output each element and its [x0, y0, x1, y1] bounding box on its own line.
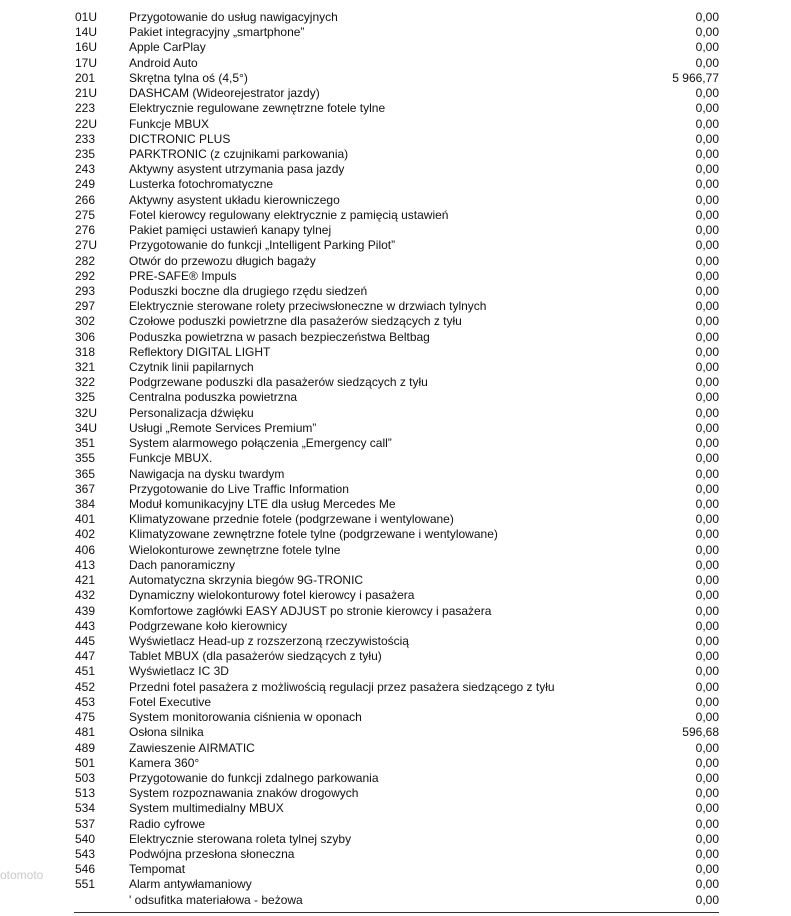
- option-price: 0,00: [695, 192, 719, 207]
- option-price: 0,00: [695, 86, 719, 101]
- option-price: 0,00: [695, 390, 719, 405]
- list-item: [0, 71, 791, 86]
- option-price: 0,00: [695, 238, 719, 253]
- option-price: 0,00: [695, 481, 719, 496]
- option-price: 0,00: [695, 207, 719, 222]
- list-item: [0, 375, 791, 390]
- option-price: 0,00: [695, 420, 719, 435]
- list-item: [0, 269, 791, 284]
- option-code: 22U: [75, 116, 98, 131]
- list-item: [0, 512, 791, 527]
- list-item: [0, 771, 791, 786]
- list-item: [0, 573, 791, 588]
- option-description: Klimatyzowane przednie fotele (podgrzewane i wentylowane): [129, 512, 454, 527]
- option-description: Moduł komunikacyjny LTE dla usług Mercedes Me: [129, 497, 396, 511]
- option-price: 0,00: [695, 588, 719, 603]
- option-code: 501: [75, 755, 96, 770]
- list-item: [0, 25, 791, 40]
- option-code: 282: [75, 253, 96, 268]
- option-price: 0,00: [695, 497, 719, 511]
- option-code: 543: [75, 847, 96, 862]
- option-price: 596,68: [682, 725, 719, 740]
- list-item: [0, 893, 791, 908]
- list-item: [0, 193, 791, 208]
- option-price: 0,00: [695, 892, 719, 907]
- option-code: 503: [75, 770, 96, 785]
- option-price: 0,00: [695, 847, 719, 862]
- option-description: System rozpoznawania znaków drogowych: [129, 786, 359, 801]
- list-item: [0, 345, 791, 360]
- option-description: Alarm antywłamaniowy: [129, 877, 252, 892]
- option-description: Dynamiczny wielokonturowy fotel kierowcy i pasażera: [129, 588, 415, 603]
- list-item: [0, 421, 791, 436]
- option-code: 01U: [75, 10, 98, 24]
- options-list: [0, 10, 791, 908]
- option-description: Funkcje MBUX: [129, 116, 210, 131]
- option-code: 540: [75, 831, 96, 846]
- option-code: 452: [75, 679, 96, 694]
- option-price: 0,00: [695, 831, 719, 846]
- option-price: 0,00: [695, 740, 719, 755]
- option-code: 355: [75, 451, 96, 466]
- option-price: 0,00: [695, 314, 719, 329]
- list-item: [0, 314, 791, 329]
- option-code: 445: [75, 633, 96, 648]
- list-item: [0, 497, 791, 512]
- option-code: 406: [75, 542, 96, 557]
- option-code: 534: [75, 801, 96, 816]
- option-price: 0,00: [695, 527, 719, 542]
- option-price: 0,00: [695, 542, 719, 557]
- option-description: Poduszka powietrzna w pasach bezpieczeństwa Beltbag: [129, 329, 430, 344]
- list-item: [0, 710, 791, 725]
- option-description: Nawigacja na dysku twardym: [129, 466, 285, 481]
- option-code: 439: [75, 603, 96, 618]
- option-price: 0,00: [695, 573, 719, 588]
- list-item: [0, 406, 791, 421]
- option-code: 413: [75, 557, 96, 572]
- option-code: 201: [75, 70, 96, 85]
- option-description: Przygotowanie do Live Traffic Information: [129, 481, 349, 496]
- list-item: [0, 619, 791, 634]
- option-description: Aktywny asystent układu kierowniczego: [129, 192, 340, 207]
- option-price: 0,00: [695, 55, 719, 70]
- option-description: PARKTRONIC (z czujnikami parkowania): [129, 146, 349, 161]
- list-item: [0, 649, 791, 664]
- option-description: Zawieszenie AIRMATIC: [129, 740, 255, 755]
- option-price: 0,00: [695, 466, 719, 481]
- option-code: 275: [75, 207, 96, 222]
- option-code: 443: [75, 618, 96, 633]
- list-item: [0, 117, 791, 132]
- list-item: [0, 543, 791, 558]
- option-description: Funkcje MBUX.: [129, 451, 213, 466]
- option-description: Komfortowe zagłówki EASY ADJUST po stronie kierowcy i pasażera: [129, 603, 492, 618]
- list-item: [0, 284, 791, 299]
- option-description: Radio cyfrowe: [129, 816, 206, 831]
- option-price: 0,00: [695, 679, 719, 694]
- option-code: 233: [75, 131, 96, 146]
- option-description: Elektrycznie sterowane rolety przeciwsłoneczne w drzwiach tylnych: [129, 299, 487, 314]
- option-description: Przygotowanie do funkcji „Intelligent Parking Pilot”: [129, 238, 396, 253]
- list-item: [0, 101, 791, 116]
- option-code: 451: [75, 664, 96, 679]
- option-price: 0,00: [695, 25, 719, 40]
- option-description: Dach panoramiczny: [129, 557, 236, 572]
- option-code: 513: [75, 786, 96, 801]
- option-price: 0,00: [695, 801, 719, 816]
- option-price: 0,00: [695, 223, 719, 238]
- option-code: 27U: [75, 238, 98, 253]
- option-description: Otwór do przewozu długich bagaży: [129, 253, 316, 268]
- list-item: [0, 360, 791, 375]
- option-description: Przedni fotel pasażera z możliwością regulacji przez pasażera siedzącego z tyłu: [129, 679, 555, 694]
- option-price: 0,00: [695, 649, 719, 664]
- option-description: Tablet MBUX (dla pasażerów siedzących z tyłu): [129, 649, 382, 664]
- list-item: [0, 741, 791, 756]
- option-description: System alarmowego połączenia „Emergency call”: [129, 436, 392, 451]
- option-price: 0,00: [695, 146, 719, 161]
- option-description: System multimedialny MBUX: [129, 801, 284, 816]
- option-description: Lusterka fotochromatyczne: [129, 177, 274, 192]
- list-item: [0, 330, 791, 345]
- list-item: [0, 436, 791, 451]
- option-description: Wyświetlacz Head-up z rozszerzoną rzeczywistością: [129, 633, 409, 648]
- option-price: 0,00: [695, 177, 719, 192]
- list-item: [0, 588, 791, 603]
- list-item: [0, 817, 791, 832]
- option-description: Wyświetlacz IC 3D: [129, 664, 229, 679]
- option-description: Pakiet pamięci ustawień kanapy tylnej: [129, 223, 332, 238]
- option-price: 0,00: [695, 755, 719, 770]
- option-description: Czytnik linii papilarnych: [129, 360, 254, 375]
- option-code: 551: [75, 877, 96, 892]
- option-code: 402: [75, 527, 96, 542]
- option-price: 0,00: [695, 512, 719, 527]
- option-code: 365: [75, 466, 96, 481]
- option-description: Fotel Executive: [129, 694, 212, 709]
- list-item: [0, 862, 791, 877]
- option-code: 276: [75, 223, 96, 238]
- option-price: 0,00: [695, 283, 719, 298]
- option-price: 5 966,77: [672, 70, 719, 85]
- option-description: Elektrycznie regulowane zewnętrzne fotele tylne: [129, 101, 386, 116]
- option-code: 17U: [75, 55, 98, 70]
- option-description: Poduszki boczne dla drugiego rzędu siedzeń: [129, 283, 368, 298]
- option-code: 475: [75, 710, 96, 725]
- option-code: 292: [75, 268, 96, 283]
- option-price: 0,00: [695, 10, 719, 24]
- option-description: Pakiet integracyjny „smartphone”: [129, 25, 305, 40]
- option-code: 447: [75, 649, 96, 664]
- option-price: 0,00: [695, 694, 719, 709]
- list-item: [0, 604, 791, 619]
- option-code: 297: [75, 299, 96, 314]
- option-description: Android Auto: [129, 55, 198, 70]
- list-item: [0, 634, 791, 649]
- option-description: Podgrzewane koło kierownicy: [129, 618, 288, 633]
- list-item: [0, 847, 791, 862]
- option-price: 0,00: [695, 40, 719, 55]
- option-code: 34U: [75, 420, 98, 435]
- option-description: Przygotowanie do usług nawigacyjnych: [129, 10, 338, 24]
- option-description: Personalizacja dźwięku: [129, 405, 254, 420]
- option-code: 481: [75, 725, 96, 740]
- option-description: System monitorowania ciśnienia w oponach: [129, 710, 362, 725]
- option-price: 0,00: [695, 816, 719, 831]
- option-price: 0,00: [695, 451, 719, 466]
- option-price: 0,00: [695, 162, 719, 177]
- option-price: 0,00: [695, 770, 719, 785]
- option-price: 0,00: [695, 116, 719, 131]
- option-description: ' odsufitka materiałowa - beżowa: [129, 892, 303, 907]
- option-description: Czołowe poduszki powietrzne dla pasażerów siedzących z tyłu: [129, 314, 462, 329]
- list-item: [0, 877, 791, 892]
- option-description: Reflektory DIGITAL LIGHT: [129, 344, 271, 359]
- option-description: Skrętna tylna oś (4,5°): [129, 70, 248, 85]
- option-code: 16U: [75, 40, 98, 55]
- option-description: DICTRONIC PLUS: [129, 131, 231, 146]
- list-item: [0, 527, 791, 542]
- option-price: 0,00: [695, 375, 719, 390]
- option-description: Przygotowanie do funkcji zdalnego parkowania: [129, 770, 379, 785]
- option-code: 223: [75, 101, 96, 116]
- option-code: 351: [75, 436, 96, 451]
- option-price: 0,00: [695, 618, 719, 633]
- option-description: Aktywny asystent utrzymania pasa jazdy: [129, 162, 345, 177]
- option-code: 546: [75, 862, 96, 877]
- option-code: 401: [75, 512, 96, 527]
- option-code: 266: [75, 192, 96, 207]
- option-price: 0,00: [695, 360, 719, 375]
- option-code: 14U: [75, 25, 98, 40]
- option-description: Kamera 360°: [129, 755, 200, 770]
- option-price: 0,00: [695, 268, 719, 283]
- option-price: 0,00: [695, 101, 719, 116]
- list-item: [0, 756, 791, 771]
- option-price: 0,00: [695, 710, 719, 725]
- list-item: [0, 786, 791, 801]
- list-item: [0, 56, 791, 71]
- list-item: [0, 238, 791, 253]
- option-code: 235: [75, 146, 96, 161]
- list-item: [0, 482, 791, 497]
- option-price: 0,00: [695, 862, 719, 877]
- option-description: DASHCAM (Wideorejestrator jazdy): [129, 86, 320, 101]
- option-price: 0,00: [695, 786, 719, 801]
- list-item: [0, 832, 791, 847]
- option-price: 0,00: [695, 329, 719, 344]
- option-code: 325: [75, 390, 96, 405]
- option-description: Fotel kierowcy regulowany elektrycznie z pamięcią ustawień: [129, 207, 449, 222]
- option-code: 249: [75, 177, 96, 192]
- option-description: Podwójna przesłona słoneczna: [129, 847, 295, 862]
- option-description: Apple CarPlay: [129, 40, 206, 55]
- list-item: [0, 223, 791, 238]
- option-description: Automatyczna skrzynia biegów 9G-TRONIC: [129, 573, 364, 588]
- option-price: 0,00: [695, 603, 719, 618]
- option-price: 0,00: [695, 299, 719, 314]
- option-price: 0,00: [695, 877, 719, 892]
- list-item: [0, 695, 791, 710]
- list-item: [0, 40, 791, 55]
- option-description: Tempomat: [129, 862, 186, 877]
- option-price: 0,00: [695, 344, 719, 359]
- divider: [74, 912, 719, 913]
- option-price: 0,00: [695, 253, 719, 268]
- option-description: Klimatyzowane zewnętrzne fotele tylne (podgrzewane i wentylowane): [129, 527, 498, 542]
- list-item: [0, 177, 791, 192]
- option-code: 421: [75, 573, 96, 588]
- option-code: 384: [75, 497, 96, 511]
- option-code: 367: [75, 481, 96, 496]
- list-item: [0, 664, 791, 679]
- option-code: 302: [75, 314, 96, 329]
- list-item: [0, 680, 791, 695]
- list-item: [0, 147, 791, 162]
- option-price: 0,00: [695, 131, 719, 146]
- option-code: 306: [75, 329, 96, 344]
- list-item: [0, 299, 791, 314]
- option-code: 489: [75, 740, 96, 755]
- list-item: [0, 132, 791, 147]
- list-item: [0, 451, 791, 466]
- option-code: 453: [75, 694, 96, 709]
- option-description: Centralna poduszka powietrzna: [129, 390, 298, 405]
- option-code: 321: [75, 360, 96, 375]
- list-item: [0, 208, 791, 223]
- option-description: Usługi „Remote Services Premium”: [129, 420, 317, 435]
- option-code: 322: [75, 375, 96, 390]
- list-item: [0, 10, 791, 25]
- option-price: 0,00: [695, 405, 719, 420]
- option-code: 293: [75, 283, 96, 298]
- list-item: [0, 254, 791, 269]
- option-price: 0,00: [695, 633, 719, 648]
- option-code: 432: [75, 588, 96, 603]
- option-description: Osłona silnika: [129, 725, 204, 740]
- option-code: 318: [75, 344, 96, 359]
- list-item: [0, 558, 791, 573]
- list-item: [0, 801, 791, 816]
- option-description: PRE-SAFE® Impuls: [129, 268, 237, 283]
- option-price: 0,00: [695, 436, 719, 451]
- list-item: [0, 467, 791, 482]
- option-description: Wielokonturowe zewnętrzne fotele tylne: [129, 542, 341, 557]
- option-code: 32U: [75, 405, 98, 420]
- option-description: Podgrzewane poduszki dla pasażerów siedzących z tyłu: [129, 375, 428, 390]
- option-description: Elektrycznie sterowana roleta tylnej szyby: [129, 831, 352, 846]
- list-item: [0, 86, 791, 101]
- watermark: otomoto: [0, 868, 44, 882]
- list-item: [0, 162, 791, 177]
- list-item: [0, 390, 791, 405]
- option-code: 21U: [75, 86, 98, 101]
- option-price: 0,00: [695, 557, 719, 572]
- list-item: [0, 725, 791, 740]
- option-code: 243: [75, 162, 96, 177]
- option-code: 537: [75, 816, 96, 831]
- option-price: 0,00: [695, 664, 719, 679]
